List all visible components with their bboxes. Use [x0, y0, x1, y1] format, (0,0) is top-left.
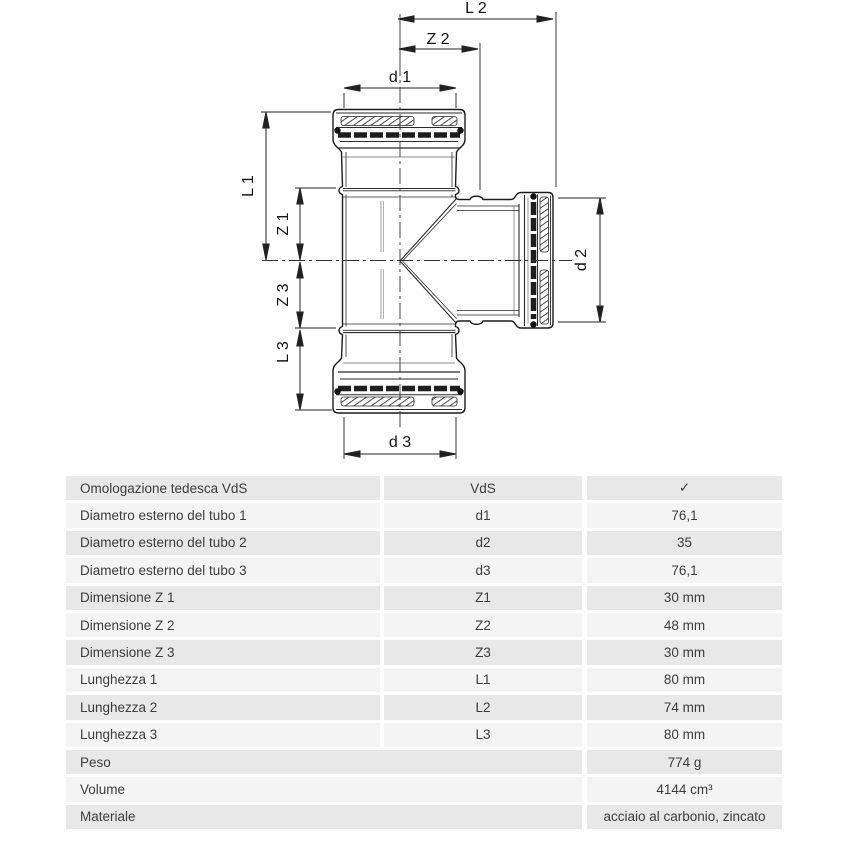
row-value: 76,1 — [587, 503, 782, 527]
row-symbol: VdS — [384, 476, 582, 500]
label-z3: Z 3 — [275, 283, 292, 307]
row-value: 80 mm — [587, 668, 782, 692]
row-value: 74 mm — [587, 695, 782, 719]
spec-table — [66, 476, 782, 832]
row-symbol: L2 — [384, 695, 582, 719]
row-label: Dimensione Z 1 — [66, 586, 380, 610]
row-label: Lunghezza 1 — [66, 668, 380, 692]
label-z2: Z 2 — [426, 31, 450, 48]
dimension-d3 — [344, 451, 456, 457]
row-symbol: L1 — [384, 668, 582, 692]
dimension-l1 — [263, 112, 269, 260]
row-value: 30 mm — [587, 586, 782, 610]
row-label: Peso — [66, 750, 582, 774]
row-value: 48 mm — [587, 613, 782, 637]
row-label: Volume — [66, 777, 582, 801]
row-label: Diametro esterno del tubo 1 — [66, 503, 380, 527]
table-row — [66, 695, 782, 719]
row-symbol: L3 — [384, 723, 582, 747]
table-row — [66, 640, 782, 664]
row-value: 774 g — [587, 750, 782, 774]
table-row — [66, 777, 782, 801]
row-label: Dimensione Z 3 — [66, 640, 380, 664]
row-value: ✓ — [587, 476, 782, 500]
dimension-z1 — [297, 188, 303, 260]
table-row — [66, 723, 782, 747]
label-d1: d 1 — [388, 69, 412, 86]
table-row — [66, 613, 782, 637]
row-symbol: Z3 — [384, 640, 582, 664]
row-label: Diametro esterno del tubo 3 — [66, 558, 380, 582]
table-row — [66, 558, 782, 582]
row-label: Omologazione tedesca VdS — [66, 476, 380, 500]
row-value: 80 mm — [587, 723, 782, 747]
table-row — [66, 750, 782, 774]
dimension-z3 — [297, 262, 303, 328]
fitting-outline — [333, 110, 553, 414]
row-value: 30 mm — [587, 640, 782, 664]
label-l3: L 3 — [275, 341, 292, 363]
row-label: Dimensione Z 2 — [66, 613, 380, 637]
row-value: acciaio al carbonio, zincato — [587, 805, 782, 829]
row-label: Lunghezza 2 — [66, 695, 380, 719]
dimension-l3 — [297, 330, 303, 410]
table-row — [66, 668, 782, 692]
label-l1: L 1 — [240, 175, 257, 197]
label-l2: L 2 — [465, 0, 487, 17]
row-value: 76,1 — [587, 558, 782, 582]
table-row — [66, 476, 782, 500]
row-symbol: Z2 — [384, 613, 582, 637]
row-value: 35 — [587, 531, 782, 555]
table-row — [66, 531, 782, 555]
row-symbol: d1 — [384, 503, 582, 527]
row-symbol: d2 — [384, 531, 582, 555]
label-d3: d 3 — [388, 434, 412, 451]
row-label: Materiale — [66, 805, 582, 829]
row-symbol: Z1 — [384, 586, 582, 610]
table-row — [66, 805, 782, 829]
label-d2: d 2 — [573, 248, 590, 272]
label-z1: Z 1 — [275, 212, 292, 236]
row-label: Lunghezza 3 — [66, 723, 380, 747]
table-row — [66, 586, 782, 610]
row-value: 4144 cm³ — [587, 777, 782, 801]
dimension-d2 — [597, 198, 603, 322]
row-label: Diametro esterno del tubo 2 — [66, 531, 380, 555]
table-row — [66, 503, 782, 527]
row-symbol: d3 — [384, 558, 582, 582]
